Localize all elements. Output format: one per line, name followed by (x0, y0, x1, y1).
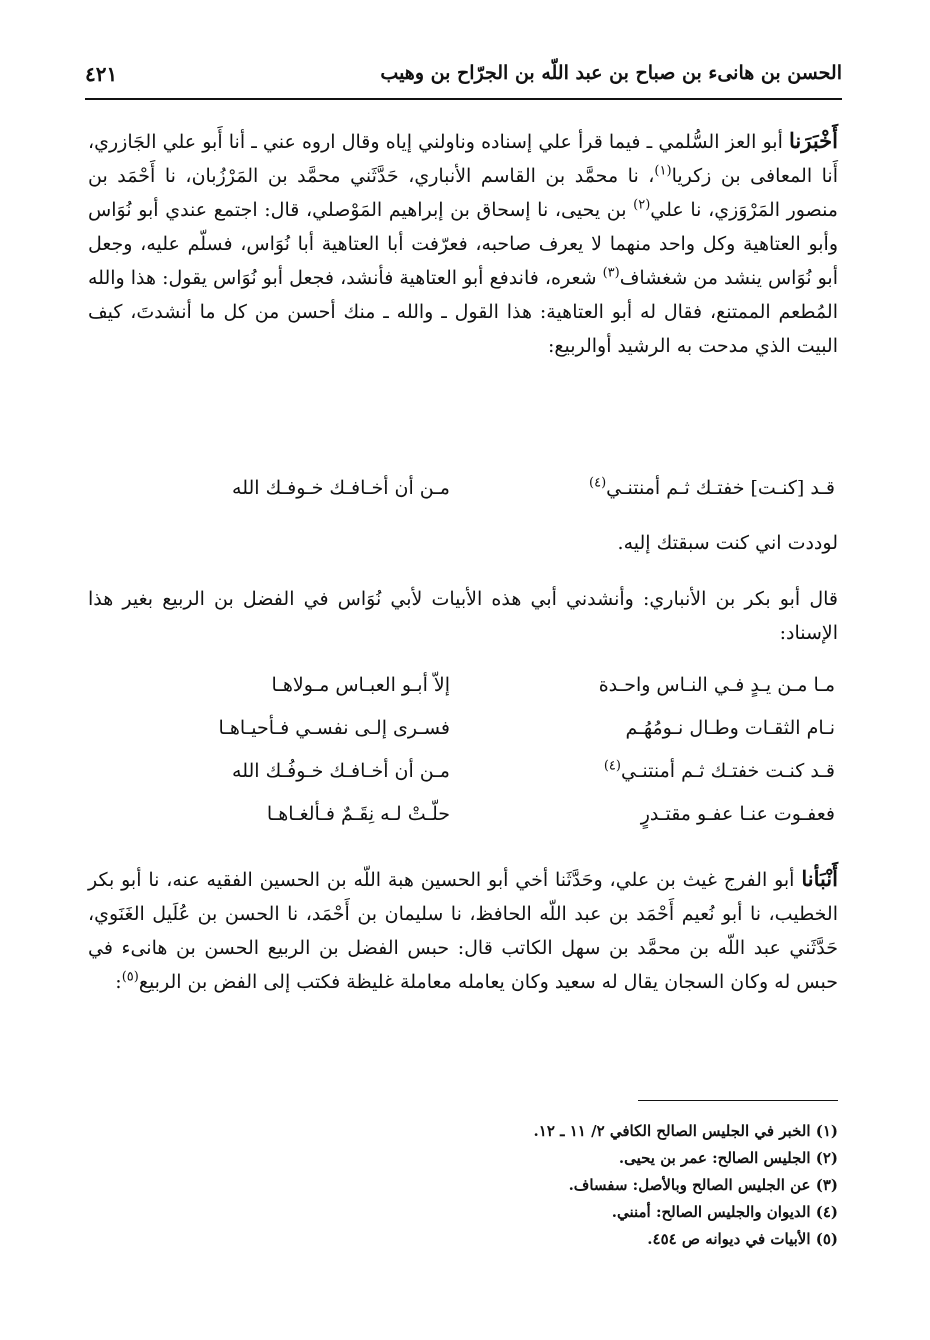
footnote: (٥) الأبيات في ديوانه ص ٤٥٤. (647, 1230, 838, 1248)
paragraph-keyword: أَخْبَرَنا (789, 128, 838, 153)
paragraph-keyword: أَنْبَأنا (801, 866, 838, 891)
verse-hemistich-left: فسـرى إلـى نفسـي فـأحيـاهـا (218, 717, 450, 739)
paragraph-2: لوددت اني كنت سبقتك إليه. (617, 532, 838, 554)
paragraph-text: ، نا محمَّد بن القاسم الأنباري، حَدَّثَني محمَّد بن المَرْزُبان، نا أَحْمَد بن منصور المَرْوَزي، نا علي (88, 165, 838, 221)
footnote: (٢) الجليس الصالح: عمر بن يحيى. (618, 1149, 838, 1167)
poem-verse (110, 803, 835, 839)
verse-hemistich-right (500, 477, 835, 499)
verse-hemistich-right (500, 717, 835, 739)
footnote-ref: (٥) (121, 969, 139, 985)
footnote-ref: (١) (654, 163, 672, 179)
footnotes (88, 1118, 838, 1253)
poem-verse (110, 674, 835, 710)
verse-hemistich-right (500, 760, 835, 782)
poem-verse (110, 760, 835, 796)
verse-hemistich-right (500, 803, 835, 825)
paragraph-3: قال أبو بكر بن الأنباري: وأنشدني أبي هذه الأبيات لأبي نُوَاس في الفضل بن الربيع بغير هذا الإسناد: (88, 588, 838, 644)
footnote: (٤) الديوان والجليس الصالح: أمنني. (611, 1203, 838, 1221)
verse-hemistich-left: حلّـتْ لـه نِقَـمٌ فـألغـاهـا (266, 803, 450, 825)
verse-hemistich-left: مـن أن أخـافـك خـوفُـك الله (232, 760, 450, 782)
paragraph-4 (88, 862, 838, 999)
verse-hemistich-left: مـن أن أخـافـك خـوفـك الله (232, 477, 450, 499)
footnote: (٣) عن الجليس الصالح وبالأصل: سفساف. (568, 1176, 838, 1194)
footnote-ref: (٢) (633, 197, 651, 213)
paragraph-text: أبو العز السُّلمي ـ فيما قرأ علي إسناده وناولني إياه وقال اروه عني ـ أنا أَبو علي الجَازري، أَنا المعافى بن زكريا (88, 131, 839, 187)
paragraph-text: بن يحيى، نا إسحاق بن إبراهيم المَوْصلي، قال: اجتمع عندي أبو نُوَاس وأبو العتاهية وكل واحد منهما لا يعرف صاحبه، فعرّفت أبا العتاهية أبا نُوَاس، فسلّم عليه، وجعل أبو نُوَاس ينشد من شغشاف (88, 199, 839, 289)
verse-text: قـد [كنـت] خفتـك ثـم أمنتنـي (606, 477, 835, 499)
verse-hemistich-right (500, 674, 835, 696)
verse-text: نـام الثقـات وطـال نـومُهُـم (625, 717, 835, 739)
header-title: الحسن بن هانىء بن صباح بن عبد اللّه بن الجرّاح بن وهيب (380, 62, 842, 84)
verse-text: مـا مـن يـدٍ فـي النـاس واحـدة (598, 674, 835, 696)
verse-text: قـد كنـت خفتـك ثـم أمنتنـي (620, 760, 835, 782)
footnote-divider (638, 1100, 838, 1101)
footnote-ref: (٣) (602, 265, 620, 281)
paragraph-text: : (115, 971, 122, 993)
footnote-ref: (٤) (603, 758, 621, 774)
paragraph-text: شعره، فاندفع أبو العتاهية فأنشد، فجعل أبو نُوَاس يقول: هذا والله المُطعم الممتنع، فقال له أبو العتاهية: هذا القول ـ والله ـ منك أحسن من كل ما أنشدتَ، كيف البيت الذي مدحت به الرشيد أوالربيع: (88, 267, 838, 357)
verse-text: فعفـوت عنـا عفـو مقتـدرٍ (640, 803, 835, 825)
footnote: (١) الخبر في الجليس الصالح الكافي ٢/ ١١ ـ ١٢. (533, 1122, 838, 1140)
verse-line (110, 477, 835, 513)
poem-verse (110, 717, 835, 753)
paragraph-text: أبو الفرج غيث بن علي، وحَدَّثَنا أخي أبو الحسين هبة اللّه بن الحسين الفقيه عنه، نا أبو بكر الخطيب، نا أبو نُعيم أَحْمَد بن عبد اللّه الحافظ، نا سليمان بن أَحْمَد، نا الحسن بن عُلَيل الغَنَوي، حَدَّثَني عبد اللّه بن محمَّد بن سهل الكاتب قال: حبس الفضل بن الربيع الحسن بن هانىء في حبس له وكان السجان يقال له سعيد وكان يعامله معاملة غليظة فكتب إلى الفض بن الربيع (88, 869, 838, 993)
page-number: ٤٢١ (85, 62, 118, 86)
verse-hemistich-left: إلاّ أبـو العبـاس مـولاهـا (271, 674, 450, 696)
paragraph-1 (88, 124, 838, 363)
footnote-ref: (٤) (589, 475, 607, 491)
running-header (85, 58, 842, 100)
